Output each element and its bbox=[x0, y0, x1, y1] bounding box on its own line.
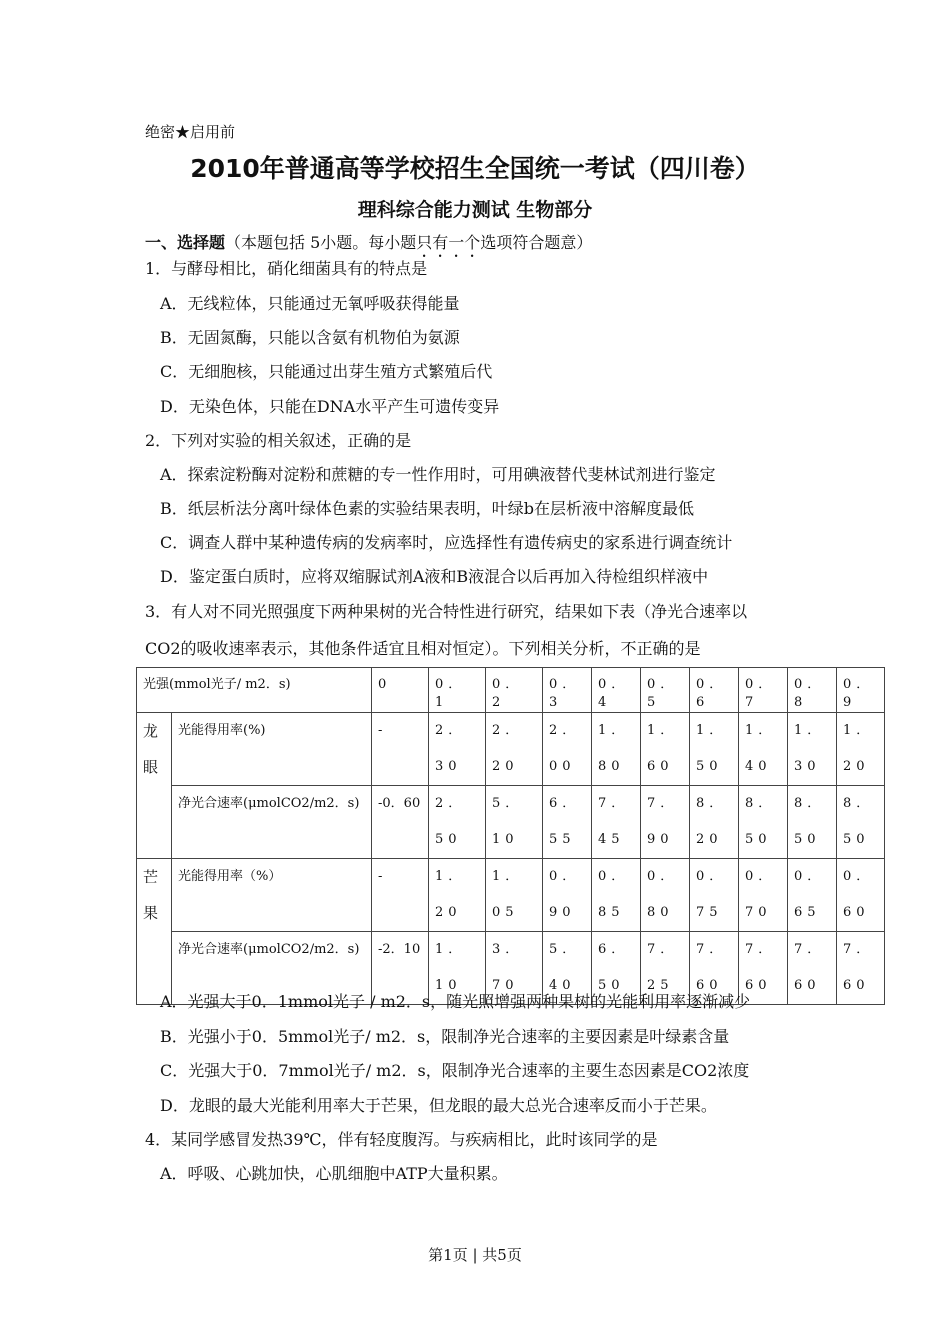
table-cell: 0．5 bbox=[641, 668, 690, 713]
q3-option-b: B．光强小于0．5mmol光子/ m2．s，限制净光合速率的主要因素是叶绿素含量 bbox=[160, 1027, 730, 1046]
q3-option-c: C．光强大于0．7mmol光子/ m2．s，限制净光合速率的主要生态因素是CO2浓度 bbox=[160, 1061, 750, 1080]
table-cell: 8．50 bbox=[837, 786, 885, 859]
q2-option-d: D．鉴定蛋白质时，应将双缩脲试剂A液和B液混合以后再加入待检组织样液中 bbox=[160, 567, 709, 586]
table-cell: 1．05 bbox=[486, 859, 543, 932]
table-cell: 6．55 bbox=[543, 786, 592, 859]
table-cell: 0．7 bbox=[739, 668, 788, 713]
table-cell: -0．60 bbox=[372, 786, 429, 859]
table-row bbox=[137, 859, 885, 932]
table-cell: 0．65 bbox=[788, 859, 837, 932]
table-cell: 0．70 bbox=[739, 859, 788, 932]
table-cell: 0．8 bbox=[788, 668, 837, 713]
table-cell: 0．9 bbox=[837, 668, 885, 713]
confidential-mark: 绝密★启用前 bbox=[145, 123, 236, 141]
table-cell: 0．3 bbox=[543, 668, 592, 713]
table-header-row bbox=[137, 668, 885, 713]
table-cell: - bbox=[372, 859, 429, 932]
photosynthesis-table bbox=[136, 667, 885, 1005]
q3-stem-line2: CO2的吸收速率表示，其他条件适宜且相对恒定）。下列相关分析，不正确的是 bbox=[145, 639, 701, 658]
table-cell: 0．6 bbox=[690, 668, 739, 713]
section-desc-emphasis: 只有一个 bbox=[416, 233, 481, 252]
table-cell: 1．50 bbox=[690, 713, 739, 786]
table-cell: 0．1 bbox=[429, 668, 486, 713]
q2-option-b: B．纸层析法分离叶绿体色素的实验结果表明，叶绿b在层析液中溶解度最低 bbox=[160, 499, 695, 518]
table-cell: - bbox=[372, 713, 429, 786]
table-cell: 2．00 bbox=[543, 713, 592, 786]
q1-stem: 1．与酵母相比，硝化细菌具有的特点是 bbox=[145, 259, 428, 278]
table-cell: 0 bbox=[372, 668, 429, 713]
q1-option-a: A．无线粒体，只能通过无氧呼吸获得能量 bbox=[160, 294, 460, 313]
exam-title: 2010年普通高等学校招生全国统一考试（四川卷） bbox=[190, 154, 760, 183]
table-cell: 7．90 bbox=[641, 786, 690, 859]
table-cell: 0．80 bbox=[641, 859, 690, 932]
q3-option-d: D．龙眼的最大光能利用率大于芒果，但龙眼的最大总光合速率反而小于芒果。 bbox=[160, 1096, 717, 1115]
table-cell: 2．20 bbox=[486, 713, 543, 786]
table-cell: 8．50 bbox=[788, 786, 837, 859]
page-footer: 第1页 | 共5页 bbox=[428, 1246, 522, 1264]
table-cell: 6．50 bbox=[592, 932, 641, 1005]
table-cell: -2．10 bbox=[372, 932, 429, 1005]
row-label: 光能得用率(%) bbox=[172, 713, 372, 786]
q1-option-d: D．无染色体，只能在DNA水平产生可遗传变异 bbox=[160, 397, 500, 416]
table-cell: 3．70 bbox=[486, 932, 543, 1005]
table-cell: 0．2 bbox=[486, 668, 543, 713]
exam-subtitle: 理科综合能力测试 生物部分 bbox=[357, 199, 593, 221]
section-desc-post: 选项符合题意） bbox=[480, 233, 593, 252]
section-heading bbox=[145, 233, 592, 261]
table-cell: 1．30 bbox=[788, 713, 837, 786]
table-row bbox=[137, 713, 885, 786]
table-cell: 7．45 bbox=[592, 786, 641, 859]
q2-stem: 2．下列对实验的相关叙述，正确的是 bbox=[145, 431, 412, 450]
table-cell: 5．10 bbox=[486, 786, 543, 859]
table-cell: 1．60 bbox=[641, 713, 690, 786]
q1-option-b: B．无固氮酶，只能以含氨有机物伯为氨源 bbox=[160, 328, 460, 347]
table-cell: 7．60 bbox=[739, 932, 788, 1005]
table-cell: 2．50 bbox=[429, 786, 486, 859]
table-cell: 8．50 bbox=[739, 786, 788, 859]
table-row bbox=[137, 786, 885, 859]
header-light-label: 光强(mmol光子/ m2．s) bbox=[137, 668, 372, 713]
table-cell: 2．30 bbox=[429, 713, 486, 786]
table-cell: 1．20 bbox=[837, 713, 885, 786]
section-label: 一、选择题 bbox=[145, 233, 226, 252]
table-cell: 7．60 bbox=[788, 932, 837, 1005]
row-label: 光能得用率（%） bbox=[172, 859, 372, 932]
table-cell: 0．90 bbox=[543, 859, 592, 932]
table-cell: 7．25 bbox=[641, 932, 690, 1005]
q3-stem-line1: 3．有人对不同光照强度下两种果树的光合特性进行研究，结果如下表（净光合速率以 bbox=[145, 602, 748, 621]
row-label: 净光合速率(μmolCO2/m2．s) bbox=[172, 932, 372, 1005]
table-cell: 7．60 bbox=[837, 932, 885, 1005]
q3-option-a: A．光强大于0．1mmol光子 / m2．s，随光照增强两种果树的光能利用率逐渐减少 bbox=[160, 992, 751, 1011]
table-cell: 0．60 bbox=[837, 859, 885, 932]
q1-option-c: C．无细胞核，只能通过出芽生殖方式繁殖后代 bbox=[160, 362, 493, 381]
table-cell: 0．85 bbox=[592, 859, 641, 932]
table-cell: 1．20 bbox=[429, 859, 486, 932]
q2-option-a: A．探索淀粉酶对淀粉和蔗糖的专一性作用时，可用碘液替代斐林试剂进行鉴定 bbox=[160, 465, 716, 484]
table-cell: 1．40 bbox=[739, 713, 788, 786]
table-cell: 8．20 bbox=[690, 786, 739, 859]
species-longan: 龙眼 bbox=[137, 713, 172, 859]
table-cell: 1．80 bbox=[592, 713, 641, 786]
q4-stem: 4．某同学感冒发热39℃，伴有轻度腹泻。与疾病相比，此时该同学的是 bbox=[145, 1130, 658, 1149]
row-label: 净光合速率(μmolCO2/m2．s) bbox=[172, 786, 372, 859]
q4-option-a: A．呼吸、心跳加快，心肌细胞中ATP大量积累。 bbox=[160, 1164, 508, 1183]
section-desc-pre: （本题包括 5小题。每小题 bbox=[225, 233, 417, 252]
q2-option-c: C．调查人群中某种遗传病的发病率时，应选择性有遗传病史的家系进行调查统计 bbox=[160, 533, 733, 552]
species-mango: 芒果 bbox=[137, 859, 172, 1005]
table-cell: 1．10 bbox=[429, 932, 486, 1005]
table-cell: 0．75 bbox=[690, 859, 739, 932]
table-cell: 5．40 bbox=[543, 932, 592, 1005]
table-cell: 7．60 bbox=[690, 932, 739, 1005]
table-cell: 0．4 bbox=[592, 668, 641, 713]
